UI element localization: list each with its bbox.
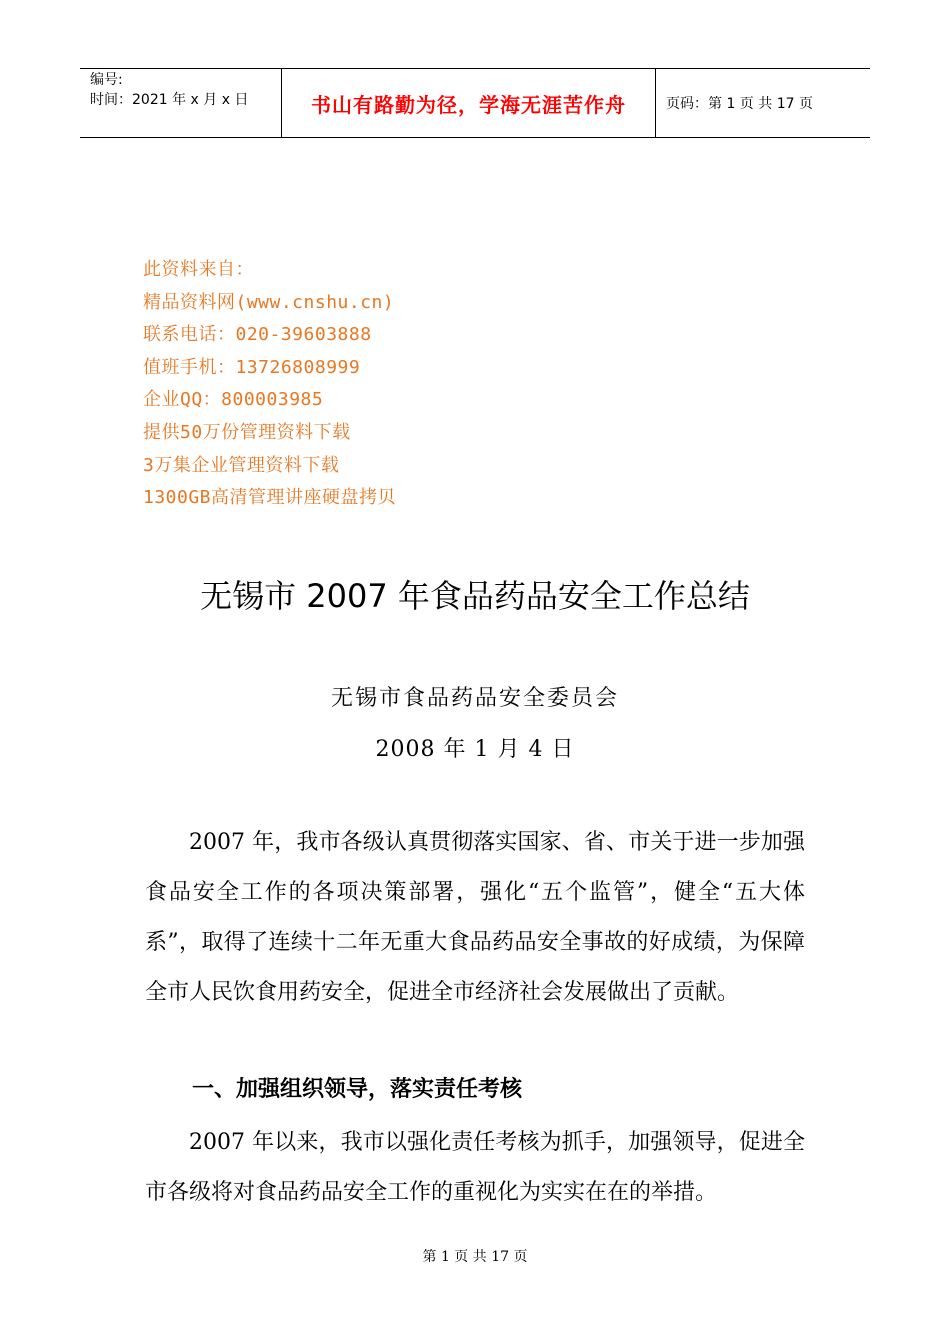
ad-line: 3万集企业管理资料下载 (143, 454, 340, 476)
ad-line: 企业QQ：800003985 (143, 389, 324, 411)
time-label: 时间：2021 年 x 月 x 日 (90, 92, 249, 108)
header-table (80, 68, 870, 138)
ad-line: 值班手机：13726808999 (143, 356, 361, 378)
body-paragraph: 2007 年，我市各级认真贯彻落实国家、省、市关于进一步加强食品安全工作的各项决策部署，强化“五个监管”，健全“五大体系”，取得了连续十二年无重大食品药品安全事故的好成绩，为保障全市人民饮食用药安全，促进全市经济社会发展做出了贡献。 (145, 830, 805, 1005)
ad-line: 精品资料网(www.cnshu.cn) (143, 291, 395, 313)
header-meta-cell (80, 69, 282, 137)
serial-label: 编号: (90, 72, 123, 88)
page-footer: 第 1 页 共 17 页 (422, 1249, 528, 1265)
ad-line: 1300GB高清管理讲座硬盘拷贝 (143, 487, 397, 509)
header-page-info: 页码：第 1 页 共 17 页 (666, 96, 813, 112)
header-motto-cell (282, 69, 656, 137)
motto-text: 书山有路勤为径，学海无涯苦作舟 (311, 92, 626, 117)
document-title: 无锡市 2007 年食品药品安全工作总结 (200, 577, 750, 615)
ad-line: 此资料来自： (143, 259, 254, 280)
body-paragraph: 2007 年以来，我市以强化责任考核为抓手，加强领导，促进全市各级将对食品药品安全工作的重视化为实实在在的举措。 (145, 1130, 805, 1205)
ad-line: 联系电话：020-39603888 (143, 324, 372, 346)
ad-block (143, 254, 396, 515)
document-org: 无锡市食品药品安全委员会 (330, 686, 619, 711)
header-page-cell (656, 69, 870, 137)
ad-line: 提供50万份管理资料下载 (143, 421, 351, 443)
section-heading: 一、加强组织领导，落实责任考核 (192, 1077, 523, 1102)
document-date: 2008 年 1 月 4 日 (375, 737, 575, 762)
